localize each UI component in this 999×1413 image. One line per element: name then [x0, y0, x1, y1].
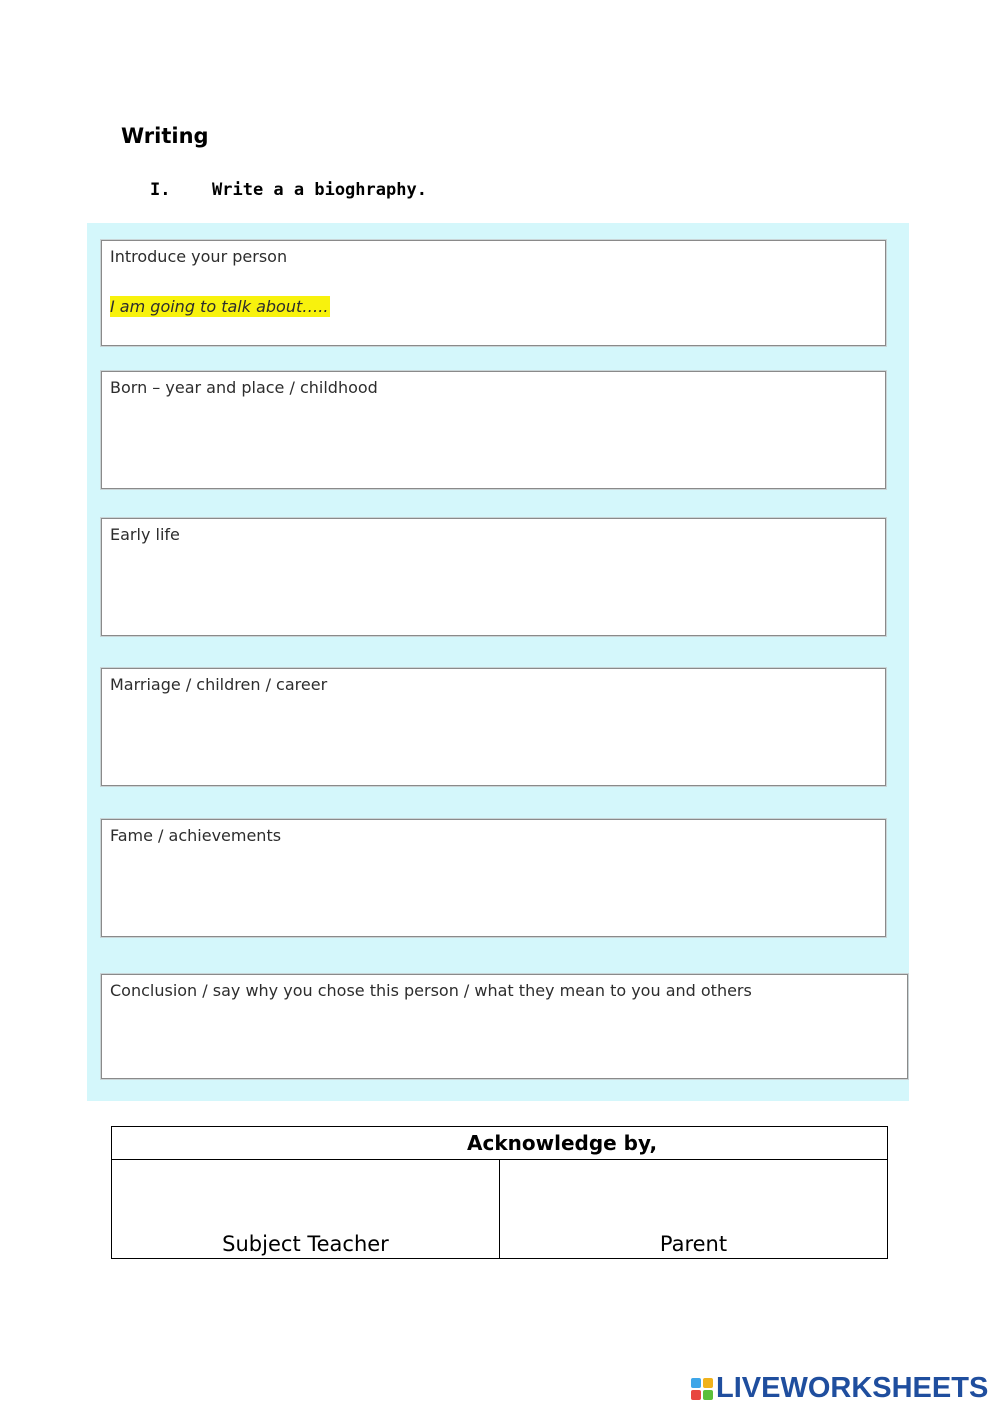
instruction-text: Write a a bioghraphy. — [212, 180, 427, 200]
writing-box-marriage[interactable] — [101, 668, 886, 786]
parent-label: Parent — [659, 1232, 728, 1256]
box-label: Marriage / children / career — [110, 675, 328, 694]
box-label: Conclusion / say why you chose this person / what they mean to you and others — [110, 981, 752, 1000]
box-label: Introduce your person — [110, 247, 288, 266]
box-label: Born – year and place / childhood — [110, 378, 378, 397]
sentence-starter: I am going to talk about….. — [110, 297, 329, 316]
acknowledgement-heading-text: Acknowledge by, — [467, 1131, 658, 1155]
writing-box-born[interactable] — [101, 371, 886, 489]
acknowledgement-heading — [112, 1127, 888, 1160]
box-label: Early life — [110, 525, 180, 544]
writing-box-conclusion[interactable] — [101, 974, 908, 1079]
section-heading: Writing — [121, 124, 209, 148]
logo-text: LIVEWORKSHEETS — [716, 1372, 989, 1404]
parent-signature-cell[interactable] — [500, 1160, 888, 1259]
box-label: Fame / achievements — [110, 826, 282, 845]
liveworksheets-mark-icon — [690, 1377, 714, 1401]
writing-box-early-life[interactable] — [101, 518, 886, 636]
biography-panel — [87, 223, 909, 1101]
liveworksheets-logo — [690, 1372, 988, 1405]
subject-teacher-signature-cell[interactable] — [112, 1160, 500, 1259]
acknowledgement-table — [111, 1126, 888, 1259]
subject-teacher-label: Subject Teacher — [222, 1232, 389, 1256]
writing-box-fame[interactable] — [101, 819, 886, 937]
instruction — [150, 180, 427, 200]
instruction-number: I. — [150, 180, 171, 200]
writing-box-introduce[interactable] — [101, 240, 886, 346]
